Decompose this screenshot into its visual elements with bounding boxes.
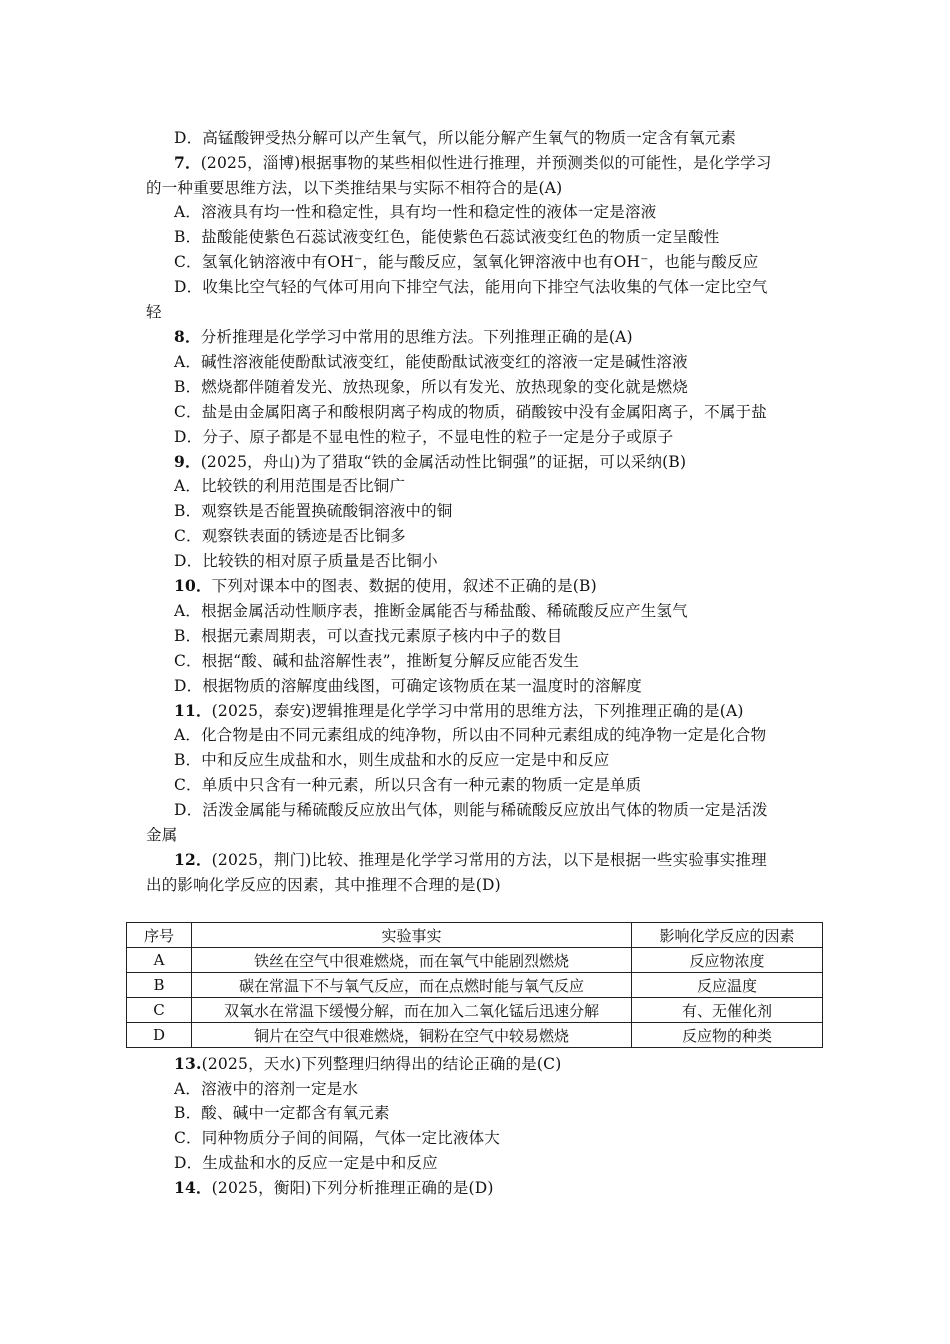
- table-row: [127, 1023, 823, 1048]
- q12-stem-cont: 出的影响化学反应的因素，其中推理不合理的是(D): [146, 876, 501, 894]
- q10-number: 10．: [174, 576, 212, 595]
- q14-number: 14．: [174, 1178, 212, 1197]
- q11-option-a: A．化合物是由不同元素组成的纯净物，所以由不同种元素组成的纯净物一定是化合物: [174, 726, 767, 744]
- table-row: [127, 948, 823, 973]
- q10-option-c: C．根据“酸、碱和盐溶解性表”，推断复分解反应能否发生: [174, 652, 580, 670]
- q12-number: 12．: [174, 850, 212, 869]
- q10-stem-text: 下列对课本中的图表、数据的使用，叙述不正确的是(B): [211, 577, 597, 595]
- q14-stem-text: (2025，衡阳)下列分析推理正确的是(D): [211, 1179, 494, 1197]
- q8-stem: [174, 326, 633, 348]
- table-cell: 铁丝在空气中很难燃烧，而在氧气中能剧烈燃烧: [192, 948, 632, 973]
- table-header-row: [127, 923, 823, 948]
- q11-option-b: B．中和反应生成盐和水，则生成盐和水的反应一定是中和反应: [174, 751, 610, 769]
- q7-option-a: A．溶液具有均一性和稳定性，具有均一性和稳定性的液体一定是溶液: [174, 203, 657, 221]
- q9-stem-text: (2025，舟山)为了猎取“铁的金属活动性比铜强”的证据，可以采纳(B): [200, 453, 687, 471]
- q12-table: [126, 922, 823, 1048]
- table-cell: 有、无催化剂: [632, 998, 823, 1023]
- q7-option-b: B．盐酸能使紫色石蕊试液变红色，能使紫色石蕊试液变红色的物质一定呈酸性: [174, 228, 720, 246]
- q7-number: 7．: [174, 153, 201, 172]
- q7-stem: [174, 152, 772, 174]
- q11-stem-text: (2025，泰安)逻辑推理是化学学习中常用的思维方法，下列推理正确的是(A): [211, 702, 744, 720]
- q9-option-c: C．观察铁表面的锈迹是否比铜多: [174, 527, 406, 545]
- q9-option-b: B．观察铁是否能置换硫酸铜溶液中的铜: [174, 502, 453, 520]
- q8-number: 8．: [174, 327, 201, 346]
- q9-option-d: D．比较铁的相对原子质量是否比铜小: [174, 552, 438, 570]
- q11-stem: [174, 700, 744, 722]
- q13-stem: [174, 1053, 561, 1075]
- q13-stem-text: (2025，天水)下列整理归纳得出的结论正确的是(C): [201, 1055, 562, 1073]
- table-cell: D: [127, 1023, 192, 1048]
- q7-stem-text: (2025，淄博)根据事物的某些相似性进行推理，并预测类似的可能性，是化学学习: [200, 154, 772, 172]
- q9-stem: [174, 451, 686, 473]
- q7-option-c: C．氢氧化钠溶液中有OH⁻，能与酸反应，氢氧化钾溶液中也有OH⁻，也能与酸反应: [174, 253, 759, 271]
- q9-number: 9．: [174, 452, 201, 471]
- q8-stem-text: 分析推理是化学学习中常用的思维方法。下列推理正确的是(A): [200, 328, 633, 346]
- q14-stem: [174, 1177, 494, 1199]
- q13-option-c: C．同种物质分子间的间隔，气体一定比液体大: [174, 1129, 501, 1147]
- q11-option-d-cont: 金属: [146, 826, 178, 844]
- table-cell: 反应温度: [632, 973, 823, 998]
- q9-option-a: A．比较铁的利用范围是否比铜广: [174, 477, 406, 495]
- q10-stem: [174, 575, 597, 597]
- table-cell: 反应物浓度: [632, 948, 823, 973]
- q11-option-c: C．单质中只含有一种元素，所以只含有一种元素的物质一定是单质: [174, 776, 642, 794]
- q8-option-c: C．盐是由金属阳离子和酸根阴离子构成的物质，硝酸铵中没有金属阳离子，不属于盐: [174, 403, 767, 421]
- q8-option-a: A．碱性溶液能使酚酞试液变红，能使酚酞试液变红的溶液一定是碱性溶液: [174, 353, 688, 371]
- q11-number: 11．: [174, 701, 212, 720]
- q7-stem-cont: 的一种重要思维方法，以下类推结果与实际不相符合的是(A): [146, 179, 563, 197]
- q13-option-a: A．溶液中的溶剂一定是水: [174, 1080, 359, 1098]
- q7-option-d: D．收集比空气轻的气体可用向下排空气法，能用向下排空气法收集的气体一定比空气: [174, 278, 768, 296]
- q13-number: 13.: [174, 1054, 202, 1073]
- table-header-cell: 影响化学反应的因素: [632, 923, 823, 948]
- table-cell: B: [127, 973, 192, 998]
- table-cell: 双氧水在常温下缓慢分解，而在加入二氧化锰后迅速分解: [192, 998, 632, 1023]
- q6-option-d: D．高锰酸钾受热分解可以产生氧气，所以能分解产生氧气的物质一定含有氧元素: [174, 129, 737, 147]
- table-cell: 反应物的种类: [632, 1023, 823, 1048]
- table-cell: 铜片在空气中很难燃烧，铜粉在空气中较易燃烧: [192, 1023, 632, 1048]
- table-cell: 碳在常温下不与氧气反应，而在点燃时能与氧气反应: [192, 973, 632, 998]
- q7-option-d-cont: 轻: [146, 303, 162, 321]
- q10-option-a: A．根据金属活动性顺序表，推断金属能否与稀盐酸、稀硫酸反应产生氢气: [174, 602, 688, 620]
- q12-stem: [174, 849, 767, 871]
- table-row: [127, 973, 823, 998]
- q13-option-b: B．酸、碱中一定都含有氧元素: [174, 1104, 390, 1122]
- q12-stem-text: (2025，荆门)比较、推理是化学学习常用的方法，以下是根据一些实验事实推理: [211, 851, 767, 869]
- q8-option-b: B．燃烧都伴随着发光、放热现象，所以有发光、放热现象的变化就是燃烧: [174, 378, 688, 396]
- q10-option-d: D．根据物质的溶解度曲线图，可确定该物质在某一温度时的溶解度: [174, 677, 642, 695]
- q8-option-d: D．分子、原子都是不显电性的粒子，不显电性的粒子一定是分子或原子: [174, 428, 674, 446]
- q13-option-d: D．生成盐和水的反应一定是中和反应: [174, 1154, 438, 1172]
- q11-option-d: D．活泼金属能与稀硫酸反应放出气体，则能与稀硫酸反应放出气体的物质一定是活泼: [174, 801, 768, 819]
- table-row: [127, 998, 823, 1023]
- table-cell: A: [127, 948, 192, 973]
- q10-option-b: B．根据元素周期表，可以查找元素原子核内中子的数目: [174, 627, 563, 645]
- table-header-cell: 实验事实: [192, 923, 632, 948]
- table-header-cell: 序号: [127, 923, 192, 948]
- table-cell: C: [127, 998, 192, 1023]
